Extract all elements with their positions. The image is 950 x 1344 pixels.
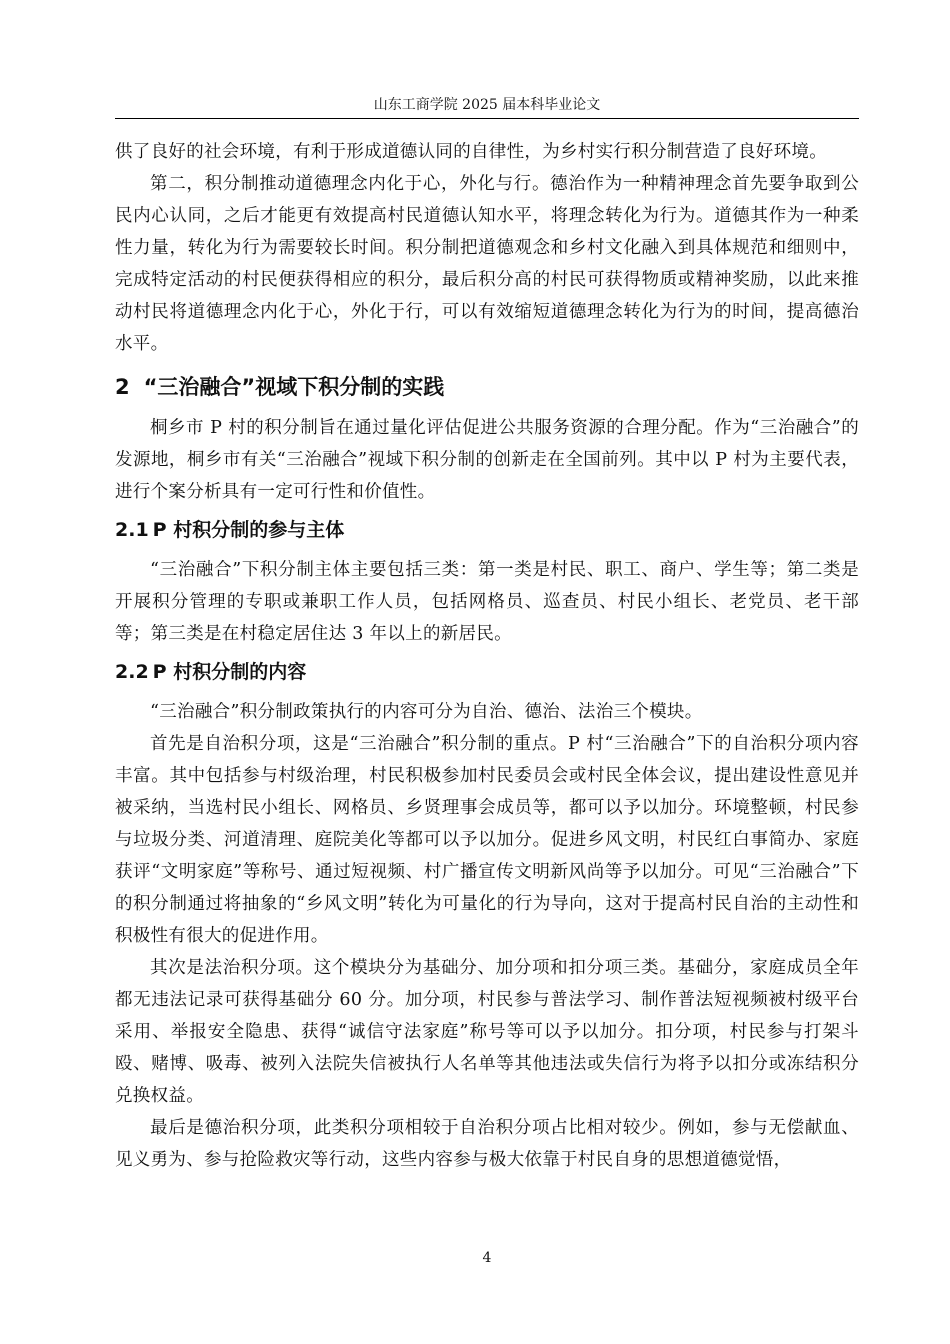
section-heading-2	[115, 370, 859, 404]
page-number: 4	[482, 1250, 492, 1266]
subsection-title: P 村积分制的参与主体	[152, 519, 345, 541]
header-rule	[115, 118, 859, 119]
paragraph-rule-of-law-points: 其次是法治积分项。这个模块分为基础分、加分项和扣分项三类。基础分，家庭成员全年都无违法记录可获得基础分 60 分。加分项，村民参与普法学习、制作普法短视频被村级平台采用、举报安全隐患、获得“诚信守法家庭”称号等可以予以加分。扣分项，村民参与打架斗殴、赌博、吸毒、被列入法院失信被执行人名单等其他违法或失信行为将予以扣分或冻结积分兑换权益。	[115, 958, 859, 1106]
subsection-number: 2.1	[115, 519, 149, 541]
paragraph-continuation: 供了良好的社会环境，有利于形成道德认同的自律性，为乡村实行积分制营造了良好环境。	[115, 142, 827, 162]
paragraph-second-point: 第二，积分制推动道德理念内化于心，外化与行。德治作为一种精神理念首先要争取到公民内心认同，之后才能更有效提高村民道德认知水平，将理念转化为行为。道德其作为一种柔性力量，转化为行为需要较长时间。积分制把道德观念和乡村文化融入到具体规范和细则中，完成特定活动的村民便获得相应的积分，最后积分高的村民可获得物质或精神奖励，以此来推动村民将道德理念内化于心，外化于行，可以有效缩短道德理念转化为行为的时间，提高德治水平。	[115, 174, 859, 354]
subsection-title: P 村积分制的内容	[152, 661, 307, 683]
subsection-number: 2.2	[115, 661, 149, 683]
paragraph-section-2-intro: 桐乡市 P 村的积分制旨在通过量化评估促进公共服务资源的合理分配。作为“三治融合”的发源地，桐乡市有关“三治融合”视域下积分制的创新走在全国前列。其中以 P 村为主要代表，进行个案分析具有一定可行性和价值性。	[115, 418, 859, 502]
section-title: “三治融合”视域下积分制的实践	[143, 375, 445, 399]
paragraph-content-overview: “三治融合”积分制政策执行的内容可分为自治、德治、法治三个模块。	[150, 702, 703, 722]
paragraph-participants: “三治融合”下积分制主体主要包括三类：第一类是村民、职工、商户、学生等；第二类是开展积分管理的专职或兼职工作人员，包括网格员、巡查员、村民小组长、老党员、老干部等；第三类是在村稳定居住达 3 年以上的新居民。	[115, 560, 859, 644]
running-header: 山东工商学院 2025 届本科毕业论文	[373, 97, 601, 113]
paragraph-autonomy-points: 首先是自治积分项，这是“三治融合”积分制的重点。P 村“三治融合”下的自治积分项内容丰富。其中包括参与村级治理，村民积极参加村民委员会或村民全体会议，提出建设性意见并被采纳，当选村民小组长、网格员、乡贤理事会成员等，都可以予以加分。环境整顿，村民参与垃圾分类、河道清理、庭院美化等都可以予以加分。促进乡风文明，村民红白事简办、家庭获评“文明家庭”等称号、通过短视频、村广播宣传文明新风尚等予以加分。可见“三治融合”下的积分制通过将抽象的“乡风文明”转化为可量化的行为导向，这对于提高村民自治的主动性和积极性有很大的促进作用。	[115, 734, 859, 946]
subsection-heading-2-2	[115, 656, 859, 688]
page-body	[115, 136, 859, 1176]
paragraph-morality-points: 最后是德治积分项，此类积分项相较于自治积分项占比相对较少。例如，参与无偿献血、见义勇为、参与抢险救灾等行动，这些内容参与极大依靠于村民自身的思想道德觉悟，	[115, 1118, 859, 1170]
subsection-heading-2-1	[115, 514, 859, 546]
section-number: 2	[115, 375, 130, 399]
